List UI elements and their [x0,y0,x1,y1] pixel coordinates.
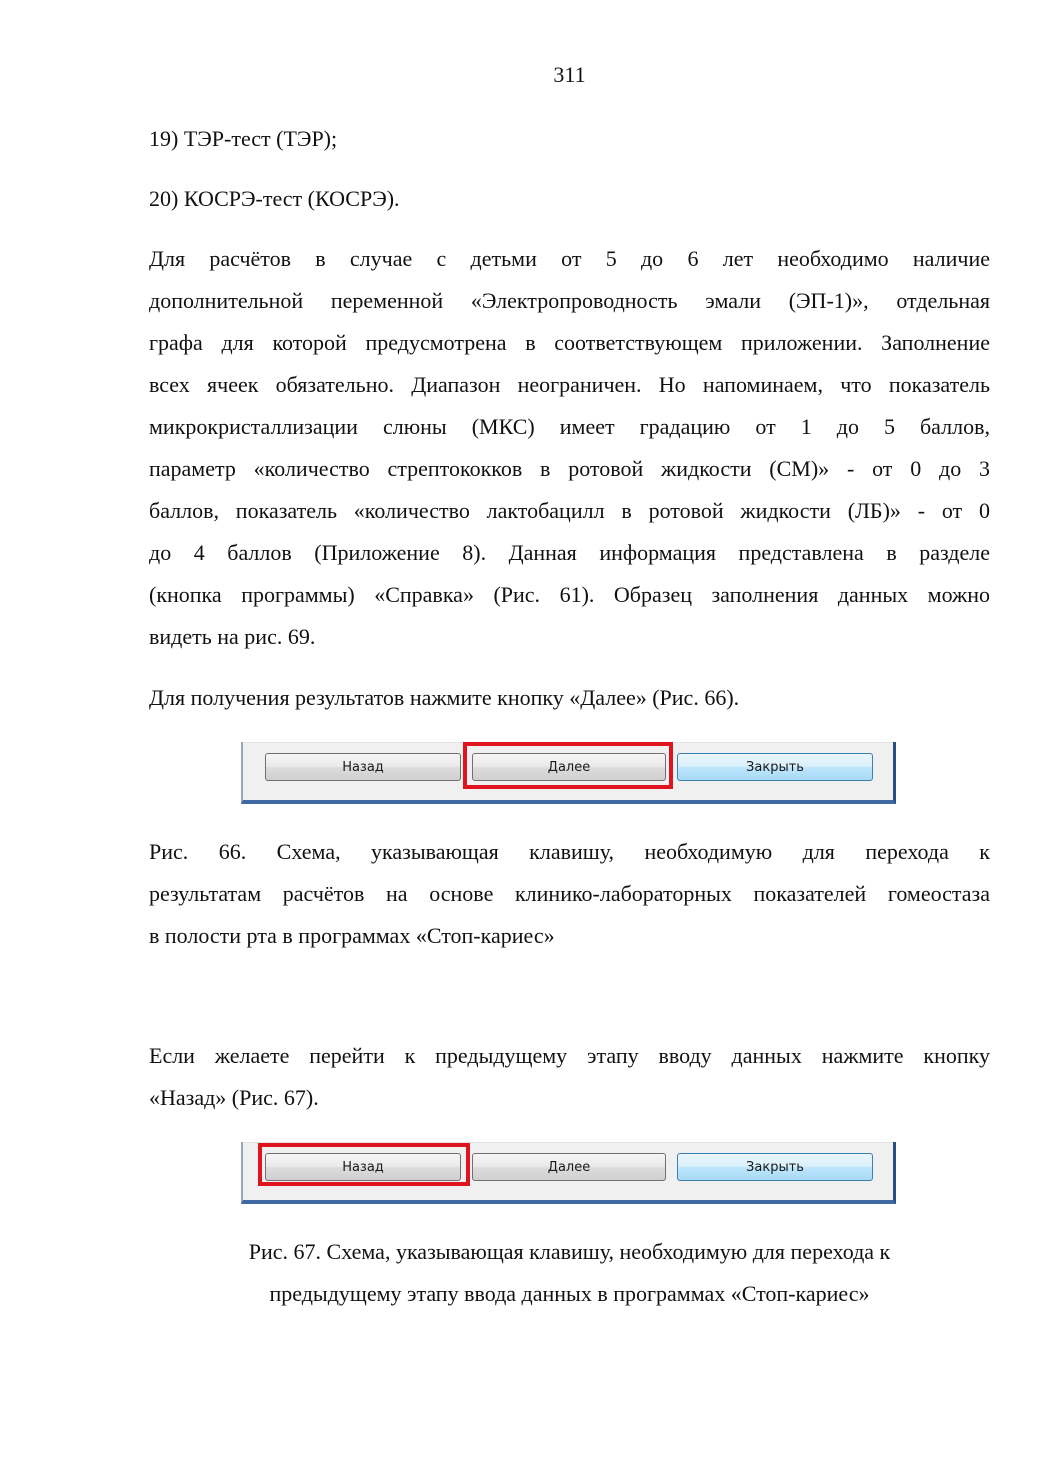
paragraph-line: всех ячеек обязательно. Диапазон неограничен. Но напоминаем, что показатель [149,372,990,397]
paragraph-line: Для расчётов в случае с детьми от 5 до 6 лет необходимо наличие [149,246,990,271]
paragraph-line: дополнительной переменной «Электропроводность эмали (ЭП-1)», отдельная [149,288,990,313]
paragraph-line: (кнопка программы) «Справка» (Рис. 61). Образец заполнения данных можно [149,582,990,607]
next-button-highlight [463,742,673,789]
list-item-20: 20) КОСРЭ-тест (КОСРЭ). [149,186,400,211]
paragraph-line: видеть на рис. 69. [149,624,316,649]
paragraph-line: до 4 баллов (Приложение 8). Данная информация представлена в разделе [149,540,990,565]
list-block [149,118,990,160]
back-button[interactable]: Назад [265,1153,461,1181]
caption-line: предыдущему этапу ввода данных в программах «Стоп-кариес» [269,1281,870,1306]
next-button[interactable]: Далее [472,753,666,781]
next-button[interactable]: Далее [472,1153,666,1181]
paragraph-line: микрокристаллизации слюны (МКС) имеет градацию от 1 до 5 баллов, [149,414,990,439]
paragraph-requirements [149,238,990,658]
paragraph-line: «Назад» (Рис. 67). [149,1085,319,1110]
close-button[interactable]: Закрыть [677,753,873,781]
paragraph-line: параметр «количество стрептококков в ротовой жидкости (СМ)» - от 0 до 3 [149,456,990,481]
figure-66-dialog-footer [241,742,896,804]
figure-67-dialog-footer [241,1142,896,1204]
back-button-highlight [258,1143,470,1186]
caption-line: результатам расчётов на основе клинико-лабораторных показателей гомеостаза [149,881,990,906]
paragraph-line: баллов, показатель «количество лактобацилл в ротовой жидкости (ЛБ)» - от 0 [149,498,990,523]
caption-line: в полости рта в программах «Стоп-кариес» [149,923,555,948]
figure-67-caption [149,1231,990,1315]
close-button[interactable]: Закрыть [677,1153,873,1181]
list-block-2 [149,178,990,220]
page-number: 311 [553,62,586,87]
paragraph-next-instruction [149,677,990,719]
paragraph-back-instruction [149,1035,990,1119]
caption-line: Рис. 66. Схема, указывающая клавишу, необходимую для перехода к [149,839,990,864]
list-item-19: 19) ТЭР-тест (ТЭР); [149,126,338,151]
caption-line: Рис. 67. Схема, указывающая клавишу, необходимую для перехода к [248,1239,891,1264]
back-button[interactable]: Назад [265,753,461,781]
paragraph-line: Если желаете перейти к предыдущему этапу вводу данных нажмите кнопку [149,1043,990,1068]
figure-66-caption [149,831,990,957]
paragraph-line: Для получения результатов нажмите кнопку «Далее» (Рис. 66). [149,685,740,710]
paragraph-line: графа для которой предусмотрена в соответствующем приложении. Заполнение [149,330,990,355]
